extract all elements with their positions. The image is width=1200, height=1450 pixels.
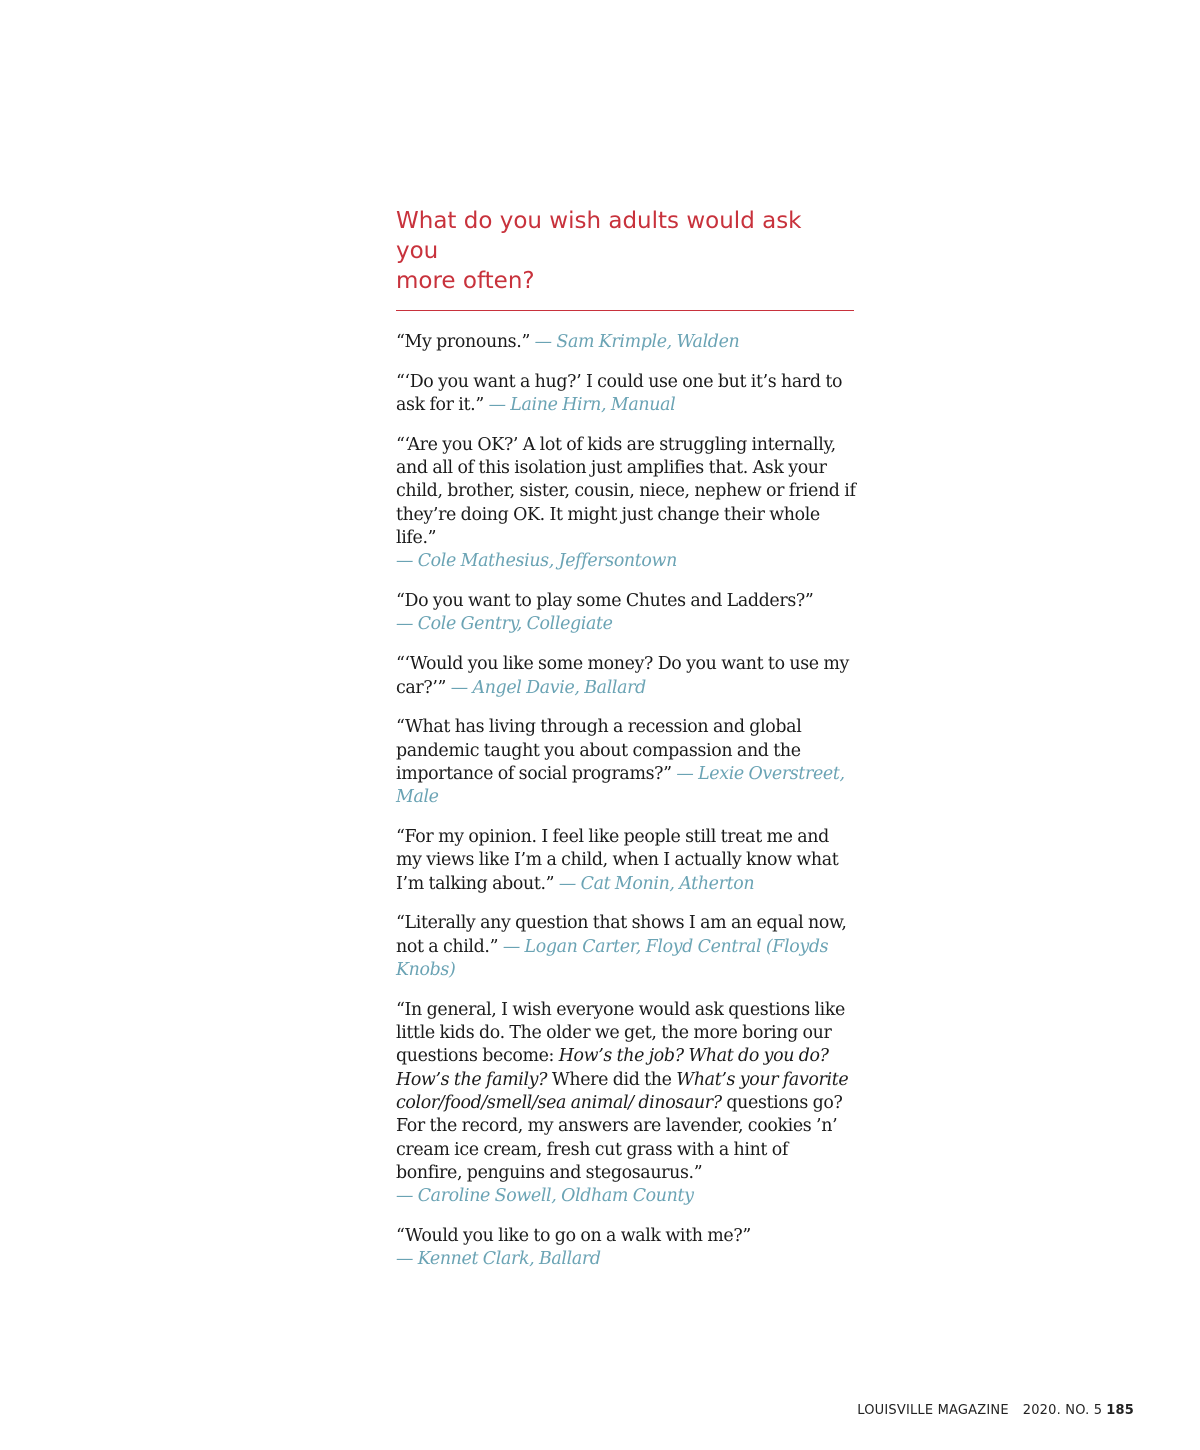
headline <box>396 206 816 296</box>
headline-line-2: more often? <box>396 268 535 294</box>
quote-attribution: — Lexie Overstreet, Male <box>396 763 845 808</box>
quote-attribution: — Angel Davie, Ballard <box>450 677 646 698</box>
quote-text: “‘Do you want a hug?’ I could use one but it’s hard to ask for it.” <box>396 371 843 416</box>
quote-6 <box>396 716 856 809</box>
quote-attribution: — Cole Mathesius, Jeffersontown <box>396 551 677 572</box>
quote-10 <box>396 1225 856 1272</box>
magazine-name: LOUISVILLE MAGAZINE <box>857 1403 1009 1418</box>
quote-5 <box>396 653 856 700</box>
page-footer <box>857 1403 1134 1418</box>
quote-7 <box>396 826 856 896</box>
quote-text-a: “In general, I wish everyone would ask questions like little kids do. The older we get, the more boring our questions become: <box>396 999 846 1067</box>
quote-9 <box>396 999 856 1209</box>
quote-text: “Literally any question that shows I am an equal now, not a child.” <box>396 913 847 957</box>
quote-3 <box>396 434 856 574</box>
quote-text: “My pronouns.” <box>396 332 530 352</box>
quote-text: “‘Are you OK?’ A lot of kids are struggling internally, and all of this isolation just amplifies that. Ask your child, brother, sister, cousin, niece, nephew or friend if they’re doing OK. It might just change their whole life.” <box>396 434 856 549</box>
article <box>396 206 856 1288</box>
quote-2 <box>396 371 856 418</box>
quote-attribution: — Logan Carter, Floyd Central (Floyds Knobs) <box>396 936 829 981</box>
quote-attribution: — Kennet Clark, Ballard <box>396 1249 601 1270</box>
quote-text-c: questions go? For the record, my answers are lavender, cookies ’n’ cream ice cream, fresh cut grass with a hint of bonfire, penguins and stegosaurus.” <box>396 1093 843 1183</box>
quote-attribution: — Caroline Sowell, Oldham County <box>396 1186 694 1207</box>
quote-text: “Do you want to play some Chutes and Ladders?” <box>396 591 814 612</box>
quote-italic-b: What’s your favorite color/food/smell/sea animal/ dinosaur? <box>396 1069 849 1114</box>
quote-1 <box>396 331 856 354</box>
quote-8 <box>396 912 856 982</box>
quote-4 <box>396 590 856 637</box>
quote-text: “Would you like to go on a walk with me?” <box>396 1226 751 1246</box>
quote-attribution: — Cole Gentry, Collegiate <box>396 614 613 635</box>
headline-rule <box>396 310 854 311</box>
quote-attribution: — Laine Hirn, Manual <box>488 395 676 416</box>
page-number: 185 <box>1106 1403 1134 1418</box>
quote-text: “For my opinion. I feel like people still treat me and my views like I’m a child, when I actually know what I’m talking about.” <box>396 827 839 894</box>
headline-line-1: What do you wish adults would ask you <box>396 208 802 264</box>
quote-text: “What has living through a recession and global pandemic taught you about compassion and the importance of social programs?” <box>396 717 802 784</box>
issue-number: 2020. NO. 5 <box>1022 1403 1103 1418</box>
quote-text-b: Where did the <box>547 1069 677 1090</box>
quote-attribution: — Sam Krimple, Walden <box>534 332 740 352</box>
quote-text: “‘Would you like some money? Do you want to use my car?’” <box>396 654 850 698</box>
quote-attribution: — Cat Monin, Atherton <box>558 873 755 894</box>
quote-italic-a: How’s the job? What do you do? How’s the family? <box>396 1046 829 1090</box>
